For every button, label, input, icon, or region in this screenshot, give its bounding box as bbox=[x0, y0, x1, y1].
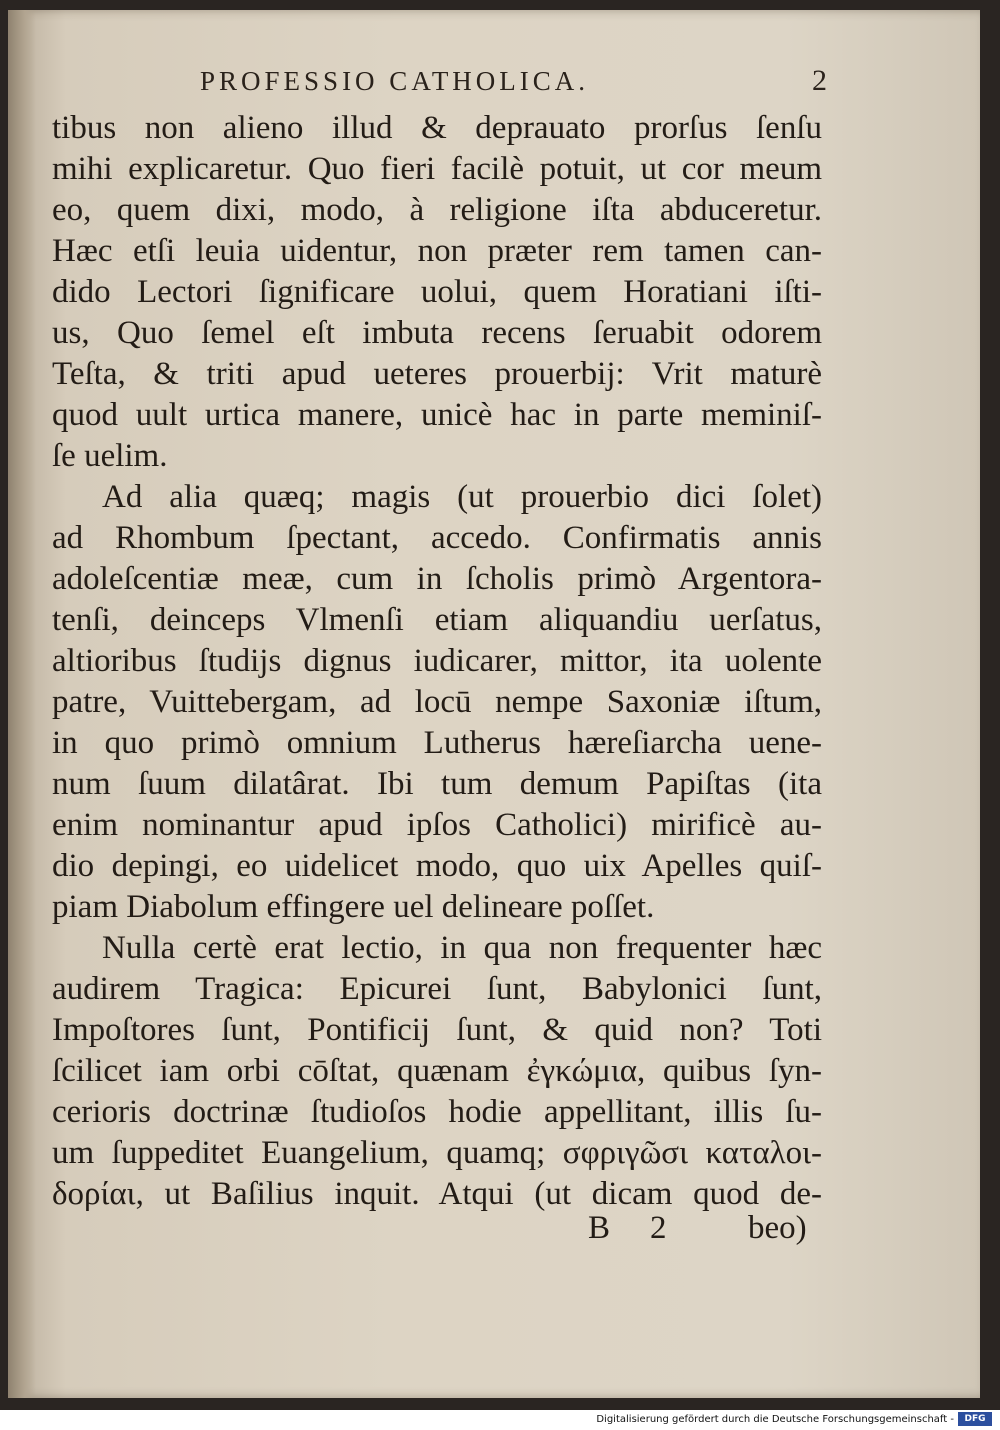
text-line: δορίαι, ut Baſilius inquit. Atqui (ut dicam quod de- bbox=[52, 1176, 822, 1212]
text-line: Ad alia quæq; magis (ut prouerbio dici ſolet) bbox=[102, 479, 822, 515]
text-line: ſcilicet iam orbi cōſtat, quænam ἐγκώμια, quibus ſyn- bbox=[52, 1053, 822, 1089]
text-line: audirem Tragica: Epicurei ſunt, Babylonici ſunt, bbox=[52, 971, 822, 1007]
body-text bbox=[52, 108, 822, 1215]
signature-mark-number: 2 bbox=[650, 1210, 667, 1246]
text-line: num ſuum dilatârat. Ibi tum demum Papiſtas (ita bbox=[52, 766, 822, 802]
signature-mark-letter: B bbox=[588, 1210, 611, 1246]
text-line: altioribus ſtudijs dignus iudicarer, mittor, ita uolente bbox=[52, 643, 822, 679]
running-head: PROFESSIO CATHOLICA. bbox=[200, 66, 590, 96]
text-line: adoleſcentiæ meæ, cum in ſcholis primò Argentora- bbox=[52, 561, 822, 597]
text-line: dio depingi, eo uidelicet modo, quo uix Apelles quiſ- bbox=[52, 848, 822, 884]
text-line: us, Quo ſemel eſt imbuta recens ſeruabit odorem bbox=[52, 315, 822, 351]
text-line: eo, quem dixi, modo, à religione iſta abduceretur. bbox=[52, 192, 822, 228]
page-binding-shadow bbox=[8, 10, 36, 1398]
text-line: tibus non alieno illud & deprauato prorſus ſenſu bbox=[52, 110, 822, 146]
dfg-logo: DFG bbox=[958, 1412, 992, 1426]
text-line: piam Diabolum effingere uel delineare poſſet. bbox=[52, 889, 655, 925]
text-line: dido Lectori ſignificare uolui, quem Horatiani iſti- bbox=[52, 274, 822, 310]
text-line: um ſuppeditet Euangelium, quamq; σφριγῶσι καταλοι- bbox=[52, 1135, 822, 1171]
text-line: cerioris doctrinæ ſtudioſos hodie appellitant, illis ſu- bbox=[52, 1094, 822, 1130]
text-line: quod uult urtica manere, unicè hac in parte meminiſ- bbox=[52, 397, 822, 433]
text-line: Teſta, & triti apud ueteres prouerbij: Vrit maturè bbox=[52, 356, 822, 392]
text-line: Hæc etſi leuia uidentur, non præter rem tamen can- bbox=[52, 233, 822, 269]
page-number: 2 bbox=[812, 64, 827, 97]
text-line: in quo primò omnium Lutherus hæreſiarcha uene- bbox=[52, 725, 822, 761]
text-line: patre, Vuittebergam, ad locū nempe Saxoniæ iſtum, bbox=[52, 684, 822, 720]
text-line: ad Rhombum ſpectant, accedo. Confirmatis annis bbox=[52, 520, 822, 556]
text-line: tenſi, deinceps Vlmenſi etiam aliquandiu uerſatus, bbox=[52, 602, 822, 638]
text-line: Nulla certè erat lectio, in qua non frequenter hæc bbox=[102, 930, 822, 966]
text-line: ſe uelim. bbox=[52, 438, 168, 474]
catchword: beo) bbox=[748, 1210, 807, 1246]
digitization-credit: Digitalisierung gefördert durch die Deutsche Forschungsgemeinschaft - bbox=[596, 1414, 954, 1425]
text-line: Impoſtores ſunt, Pontificij ſunt, & quid non? Toti bbox=[52, 1012, 822, 1048]
text-line: enim nominantur apud ipſos Catholici) mirificè au- bbox=[52, 807, 822, 843]
text-line: mihi explicaretur. Quo fieri facilè potuit, ut cor meum bbox=[52, 151, 822, 187]
